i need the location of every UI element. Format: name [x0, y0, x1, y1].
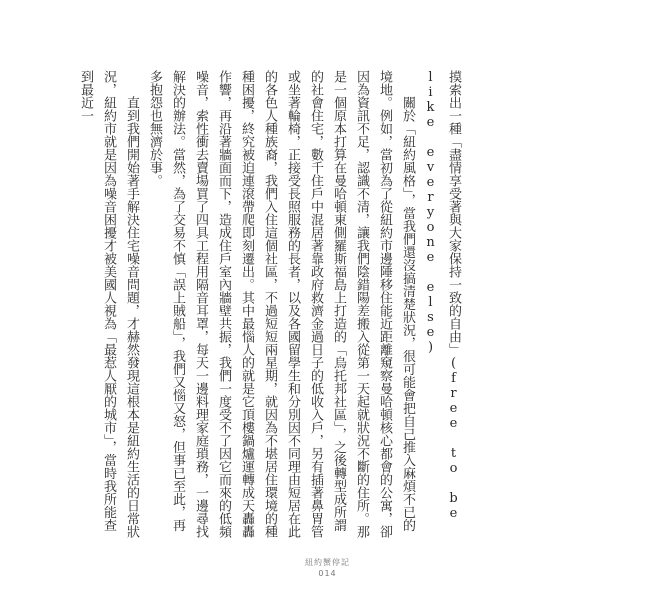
body-text [74, 70, 465, 540]
paragraph-1: 摸索出一種「盡情享受著與大家保持一致的自由」(free to be like everyone else) [423, 70, 461, 521]
paragraph-2: 關於「紐約風格」，當我們還沒搞清楚狀況，很可能會把自己推入麻煩不已的境地。例如，當初為了從紐約市邊陲移住能近距離窺察曼哈頓核心都會的公寓，卻因為資訊不足，認識不清，讓我們陰錯陽差搬入從第一天起就狀況不斷的住所。那是一個原本打算在曼哈頓東側羅斯福島上打造的「烏托邦社區」，之後轉型成所謂的社會住宅，數千住戶中混居著靠政府救濟金過日子的低收入戶，另有插著鼻胃管或坐著輪椅，正接受長照服務的長者，以及各國留學生和分別因不同理由短居在此的各色人種族裔，我們入住這個社區，不過短短兩星期，就因為不堪居住環境的種種困擾，終究被迫連滾帶爬即刻遷出。其中最惱人的就是它頂樓鍋爐運轉成天轟轟作響，再沿著牆面而下，造成住戶室內牆壁共振，我們一度受不了因它而來的低頻噪音，索性衝去賣場買了四具工程用隔音耳罩，每天一邊料理家庭瑣務，一邊尋找解決的辦法。當然，為了交易不慎「誤上賊船」，我們又惱又怒，但事已至此，再多抱怨也無濟於事。 [147, 70, 415, 538]
running-title: 紐約蟹停記 [305, 558, 350, 567]
paragraph-3: 直到我們開始著手解決住宅噪音問題，才赫然發現這根本是紐約生活的日常狀況，紐約市就是因為噪音困擾才被美國人視為「最惹人厭的城市」，當時我所能查到最近一 [78, 70, 139, 538]
page-number: 014 [318, 569, 337, 578]
